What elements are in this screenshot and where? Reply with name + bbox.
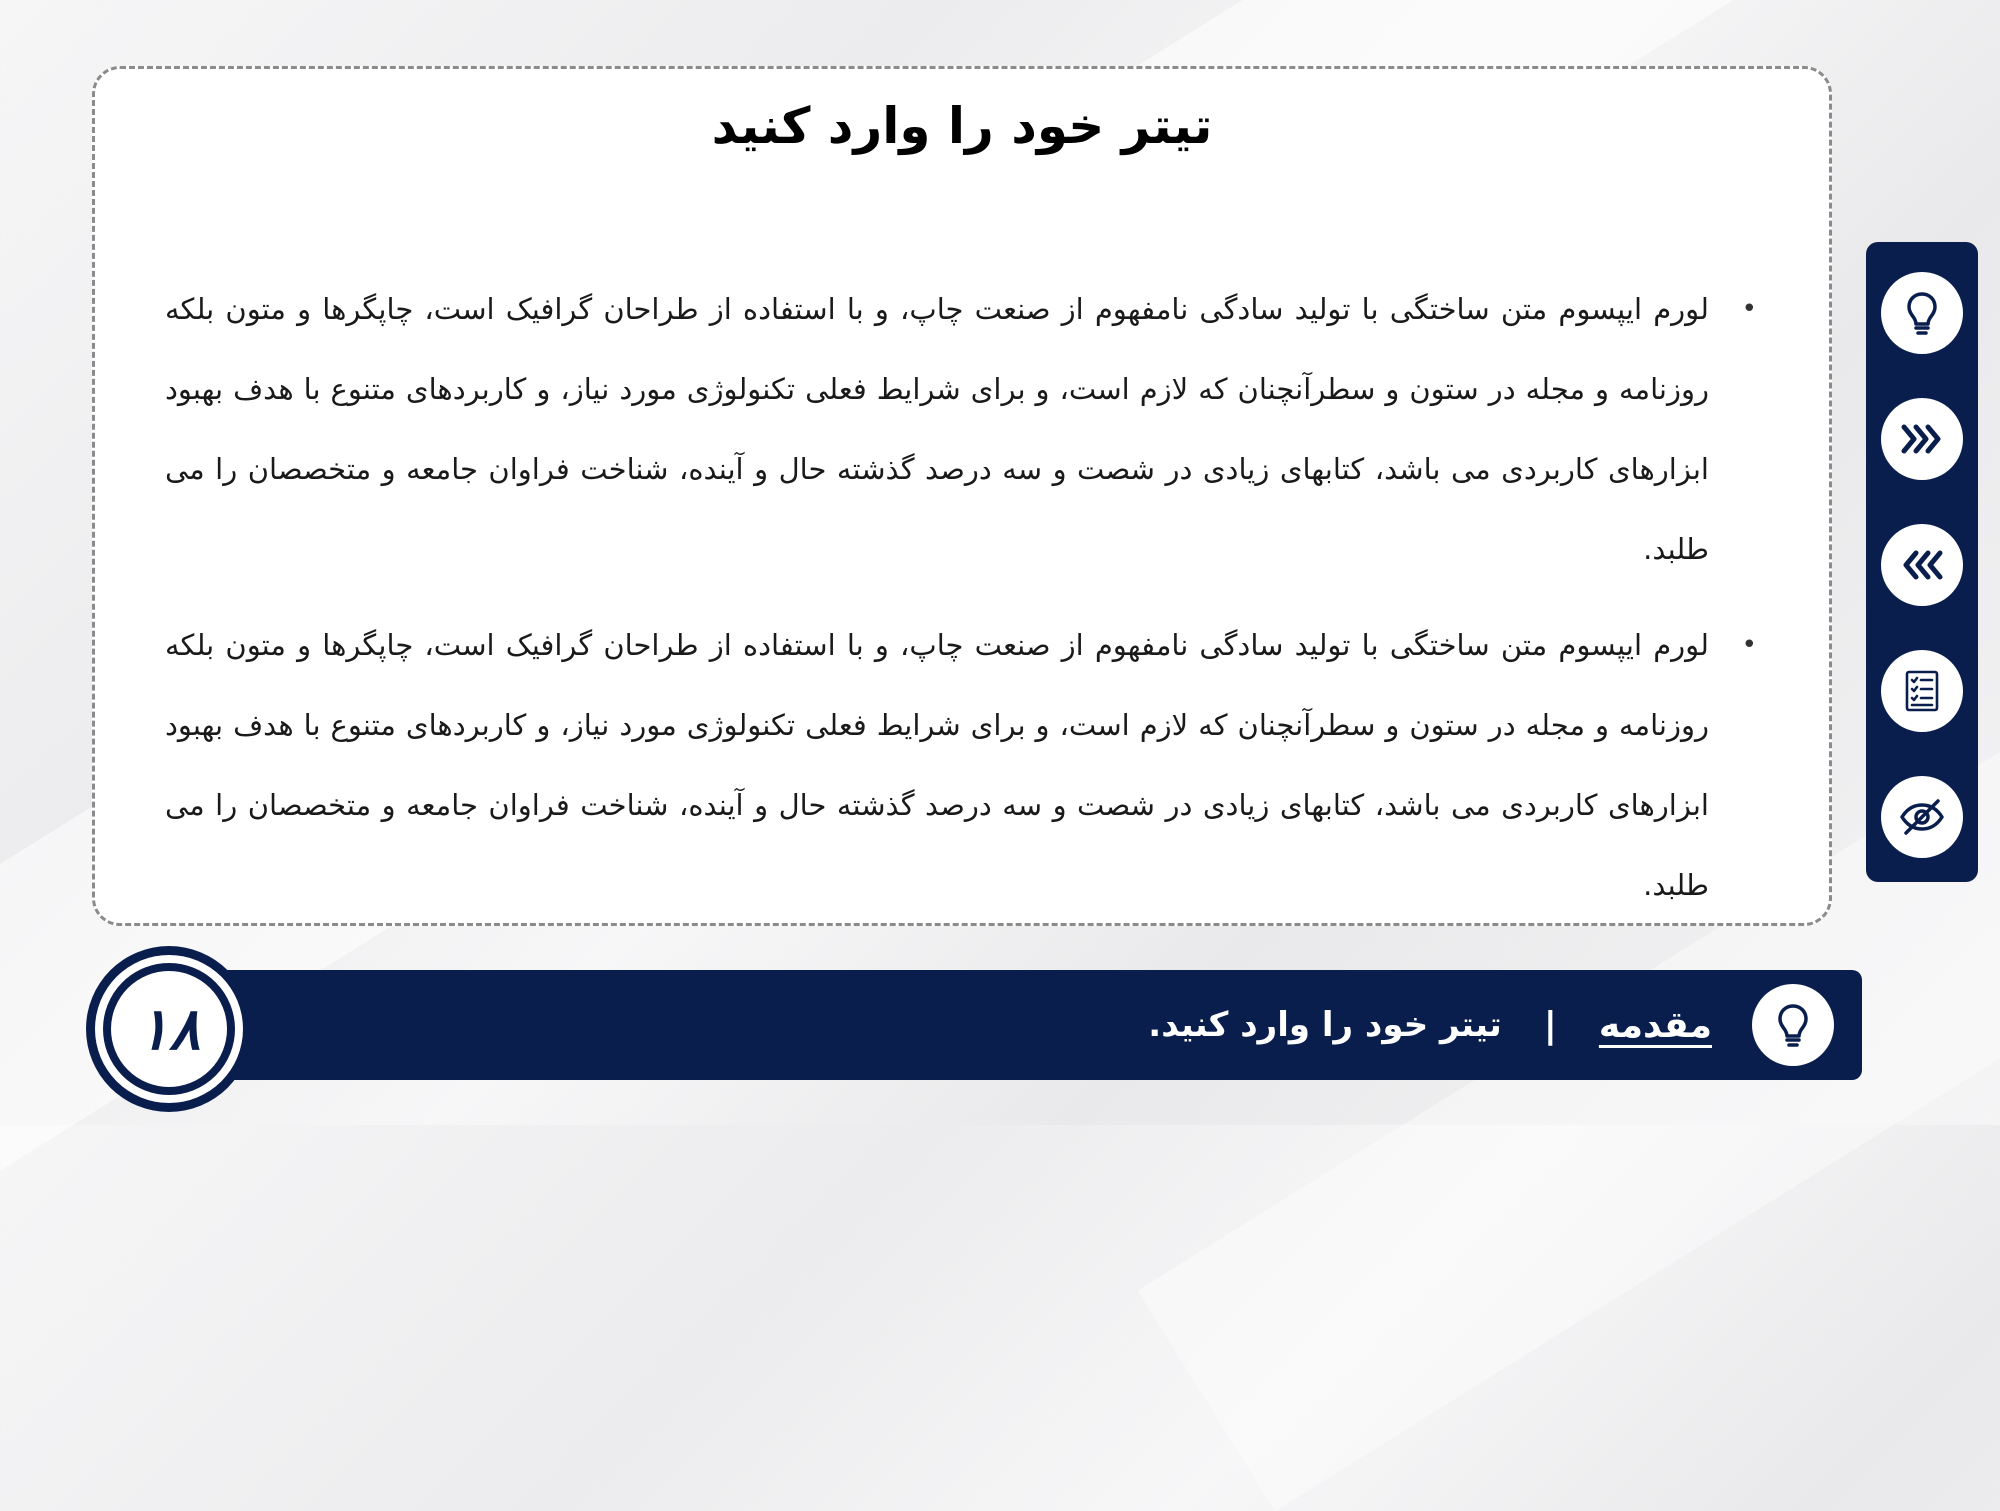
footer-title: تیتر خود را وارد کنید. <box>1148 1005 1502 1045</box>
bullet-marker: • <box>1741 630 1757 660</box>
chevrons-left-icon <box>1898 541 1946 589</box>
hide-button[interactable] <box>1881 776 1963 858</box>
page-badge-ring <box>95 955 243 1103</box>
page-number-badge <box>86 946 252 1112</box>
footer-caption <box>1148 970 1712 1080</box>
lightbulb-icon <box>1898 289 1946 337</box>
previous-button[interactable] <box>1881 524 1963 606</box>
paragraph-list <box>165 269 1757 941</box>
eye-off-icon <box>1898 793 1946 841</box>
next-button[interactable] <box>1881 398 1963 480</box>
content-card <box>92 66 1832 926</box>
bullet-marker: • <box>1741 294 1757 324</box>
checklist-icon <box>1898 667 1946 715</box>
side-navigation-panel <box>1866 242 1978 882</box>
checklist-button[interactable] <box>1881 650 1963 732</box>
lightbulb-icon <box>1769 1001 1817 1049</box>
lightbulb-button[interactable] <box>1881 272 1963 354</box>
list-item <box>165 269 1757 589</box>
page-number: ۱۸ <box>103 963 235 1095</box>
footer-bar <box>190 970 1862 1080</box>
section-link[interactable]: مقدمه <box>1598 1004 1712 1046</box>
list-item <box>165 605 1757 925</box>
paragraph-text: لورم ایپسوم متن ساختگی با تولید سادگی نامفهوم از صنعت چاپ، و با استفاده از طراحان گرافیک است، چاپگرها و متون بلکه روزنامه و مجله در ستون و سطرآنچنان که لازم است، و برای شرایط فعلی تکنولوژی مورد نیاز، و کاربردهای متنوع با هدف بهبود ابزارهای کاربردی می باشد، کتابهای زیادی در شصت و سه درصد گذشته حال و آینده، شناخت فراوان جامعه و متخصصان را می طلبد. <box>165 292 1709 566</box>
paragraph-text: لورم ایپسوم متن ساختگی با تولید سادگی نامفهوم از صنعت چاپ، و با استفاده از طراحان گرافیک است، چاپگرها و متون بلکه روزنامه و مجله در ستون و سطرآنچنان که لازم است، و برای شرایط فعلی تکنولوژی مورد نیاز، و کاربردهای متنوع با هدف بهبود ابزارهای کاربردی می باشد، کتابهای زیادی در شصت و سه درصد گذشته حال و آینده، شناخت فراوان جامعه و متخصصان را می طلبد. <box>165 628 1709 902</box>
card-title: تیتر خود را وارد کنید <box>711 97 1213 155</box>
chevrons-right-icon <box>1898 415 1946 463</box>
footer-separator: | <box>1543 1004 1557 1046</box>
footer-lightbulb-badge <box>1752 984 1834 1066</box>
